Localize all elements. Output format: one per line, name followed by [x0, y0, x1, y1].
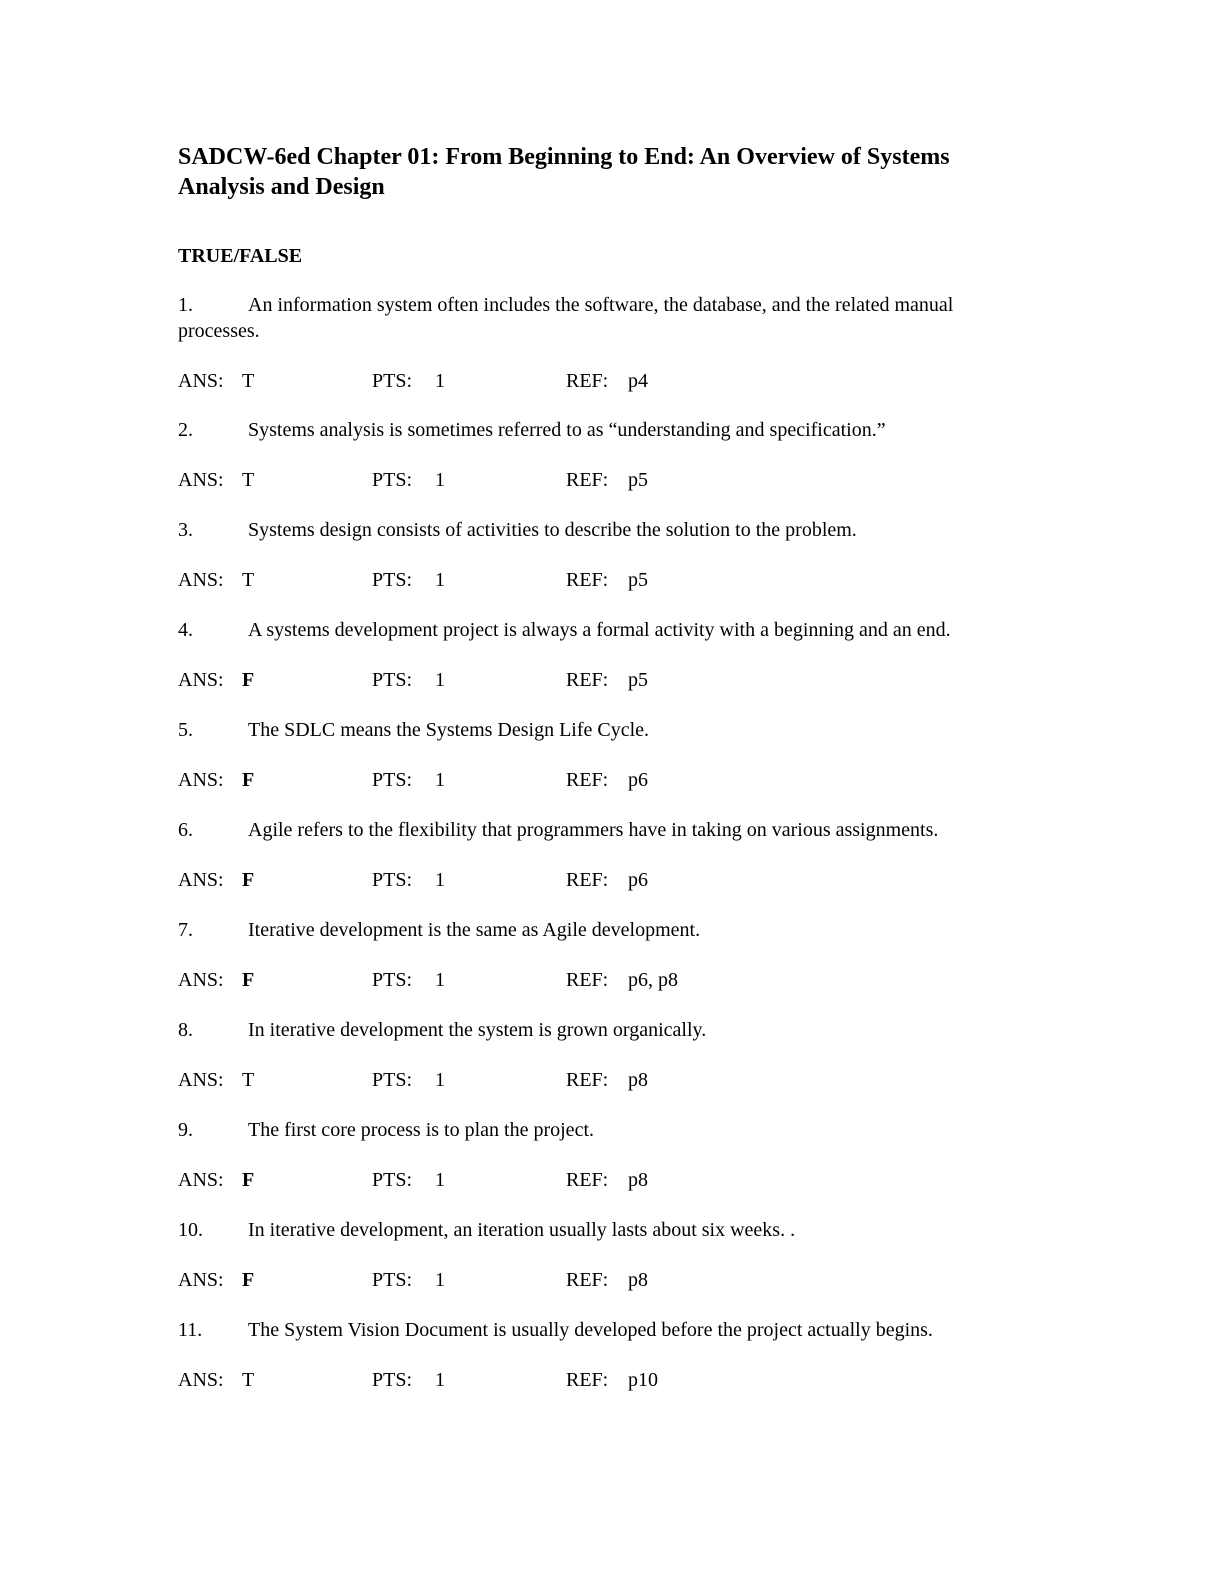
answer-line: [178, 1167, 1038, 1193]
question-item: [178, 617, 1038, 693]
points-label: PTS:: [372, 1169, 413, 1191]
points-value: 1: [435, 1269, 445, 1291]
question-text-line: [178, 817, 1038, 843]
answer-value: T: [242, 370, 255, 392]
reference-label: REF:: [566, 669, 609, 691]
question-text-line: [178, 1217, 1038, 1243]
reference-value: p8: [628, 1269, 648, 1291]
answer-label: ANS:: [178, 569, 224, 591]
points-label: PTS:: [372, 969, 413, 991]
question-text: An information system often includes the software, the database, and the related manual processes.: [178, 294, 954, 342]
question-item: [178, 292, 1038, 394]
points-value: 1: [435, 969, 445, 991]
question-text: Iterative development is the same as Agile development.: [248, 919, 701, 941]
points-value: 1: [435, 1069, 445, 1091]
reference-label: REF:: [566, 1069, 609, 1091]
points-label: PTS:: [372, 1369, 413, 1391]
answer-label: ANS:: [178, 469, 224, 491]
reference-value: p6: [628, 869, 648, 891]
reference-label: REF:: [566, 869, 609, 891]
reference-value: p4: [628, 370, 648, 392]
answer-label: ANS:: [178, 1269, 224, 1291]
answer-value: F: [242, 1269, 255, 1291]
question-text: In iterative development, an iteration usually lasts about six weeks. .: [248, 1219, 796, 1241]
question-item: [178, 717, 1038, 793]
points-label: PTS:: [372, 769, 413, 791]
answer-value: T: [242, 1369, 255, 1391]
question-item: [178, 1317, 1038, 1393]
question-text-line: [178, 917, 1038, 943]
answer-label: ANS:: [178, 669, 224, 691]
document-title: SADCW-6ed Chapter 01: From Beginning to End: An Overview of Systems Analysis and Design: [178, 144, 950, 200]
reference-value: p8: [628, 1069, 648, 1091]
reference-value: p8: [628, 1169, 648, 1191]
reference-value: p6, p8: [628, 969, 678, 991]
reference-label: REF:: [566, 969, 609, 991]
reference-value: p5: [628, 569, 648, 591]
points-label: PTS:: [372, 1269, 413, 1291]
points-value: 1: [435, 569, 445, 591]
answer-value: T: [242, 569, 255, 591]
question-number: 3.: [178, 519, 193, 541]
answer-line: [178, 1067, 1038, 1093]
points-value: 1: [435, 669, 445, 691]
points-value: 1: [435, 370, 445, 392]
reference-label: REF:: [566, 1169, 609, 1191]
reference-value: p5: [628, 469, 648, 491]
answer-value: F: [242, 1169, 255, 1191]
answer-line: [178, 1367, 1038, 1393]
question-number: 9.: [178, 1119, 193, 1141]
points-label: PTS:: [372, 869, 413, 891]
answer-line: [178, 467, 1038, 493]
question-number: 1.: [178, 294, 193, 316]
answer-line: [178, 967, 1038, 993]
answer-line: [178, 567, 1038, 593]
question-number: 10.: [178, 1219, 203, 1241]
points-value: 1: [435, 769, 445, 791]
reference-label: REF:: [566, 769, 609, 791]
reference-label: REF:: [566, 469, 609, 491]
question-item: [178, 1117, 1038, 1193]
answer-value: F: [242, 969, 255, 991]
question-text-line: [178, 417, 1038, 443]
points-label: PTS:: [372, 370, 413, 392]
answer-line: [178, 1267, 1038, 1293]
question-text: The first core process is to plan the project.: [248, 1119, 594, 1141]
answer-label: ANS:: [178, 769, 224, 791]
points-label: PTS:: [372, 569, 413, 591]
question-text: Agile refers to the flexibility that programmers have in taking on various assignments.: [248, 819, 939, 841]
question-item: [178, 817, 1038, 893]
question-number: 11.: [178, 1319, 203, 1341]
section-heading: TRUE/FALSE: [178, 245, 303, 267]
question-text: Systems analysis is sometimes referred to as “understanding and specification.”: [248, 419, 886, 441]
reference-label: REF:: [566, 569, 609, 591]
question-item: [178, 417, 1038, 493]
reference-label: REF:: [566, 370, 609, 392]
question-number: 7.: [178, 919, 193, 941]
reference-value: p10: [628, 1369, 658, 1391]
question-text-line: [178, 292, 1038, 344]
question-number: 8.: [178, 1019, 193, 1041]
answer-label: ANS:: [178, 370, 224, 392]
answer-value: T: [242, 469, 255, 491]
question-number: 2.: [178, 419, 193, 441]
reference-label: REF:: [566, 1269, 609, 1291]
answer-value: F: [242, 869, 255, 891]
answer-value: F: [242, 669, 255, 691]
question-text-line: [178, 717, 1038, 743]
points-label: PTS:: [372, 669, 413, 691]
document-page: [178, 142, 1038, 1391]
answer-value: T: [242, 1069, 255, 1091]
question-number: 4.: [178, 619, 193, 641]
answer-label: ANS:: [178, 869, 224, 891]
question-item: [178, 1017, 1038, 1093]
answer-label: ANS:: [178, 969, 224, 991]
question-text-line: [178, 1317, 1038, 1343]
points-label: PTS:: [372, 1069, 413, 1091]
question-text-line: [178, 1017, 1038, 1043]
question-text: Systems design consists of activities to describe the solution to the problem.: [248, 519, 857, 541]
question-number: 6.: [178, 819, 193, 841]
answer-line: [178, 767, 1038, 793]
points-value: 1: [435, 1169, 445, 1191]
question-text-line: [178, 617, 1038, 643]
question-text: The System Vision Document is usually developed before the project actually begins.: [248, 1319, 933, 1341]
reference-value: p6: [628, 769, 648, 791]
answer-label: ANS:: [178, 1369, 224, 1391]
answer-label: ANS:: [178, 1169, 224, 1191]
question-number: 5.: [178, 719, 193, 741]
question-item: [178, 917, 1038, 993]
question-text-line: [178, 517, 1038, 543]
points-value: 1: [435, 1369, 445, 1391]
question-text-line: [178, 1117, 1038, 1143]
question-item: [178, 517, 1038, 593]
answer-line: [178, 867, 1038, 893]
question-item: [178, 1217, 1038, 1293]
question-text: A systems development project is always a formal activity with a beginning and an end.: [248, 619, 951, 641]
answer-line: [178, 667, 1038, 693]
points-value: 1: [435, 869, 445, 891]
reference-label: REF:: [566, 1369, 609, 1391]
answer-value: F: [242, 769, 255, 791]
points-label: PTS:: [372, 469, 413, 491]
answer-label: ANS:: [178, 1069, 224, 1091]
reference-value: p5: [628, 669, 648, 691]
answer-line: [178, 368, 1038, 394]
question-text: The SDLC means the Systems Design Life Cycle.: [248, 719, 650, 741]
question-text: In iterative development the system is grown organically.: [248, 1019, 707, 1041]
points-value: 1: [435, 469, 445, 491]
